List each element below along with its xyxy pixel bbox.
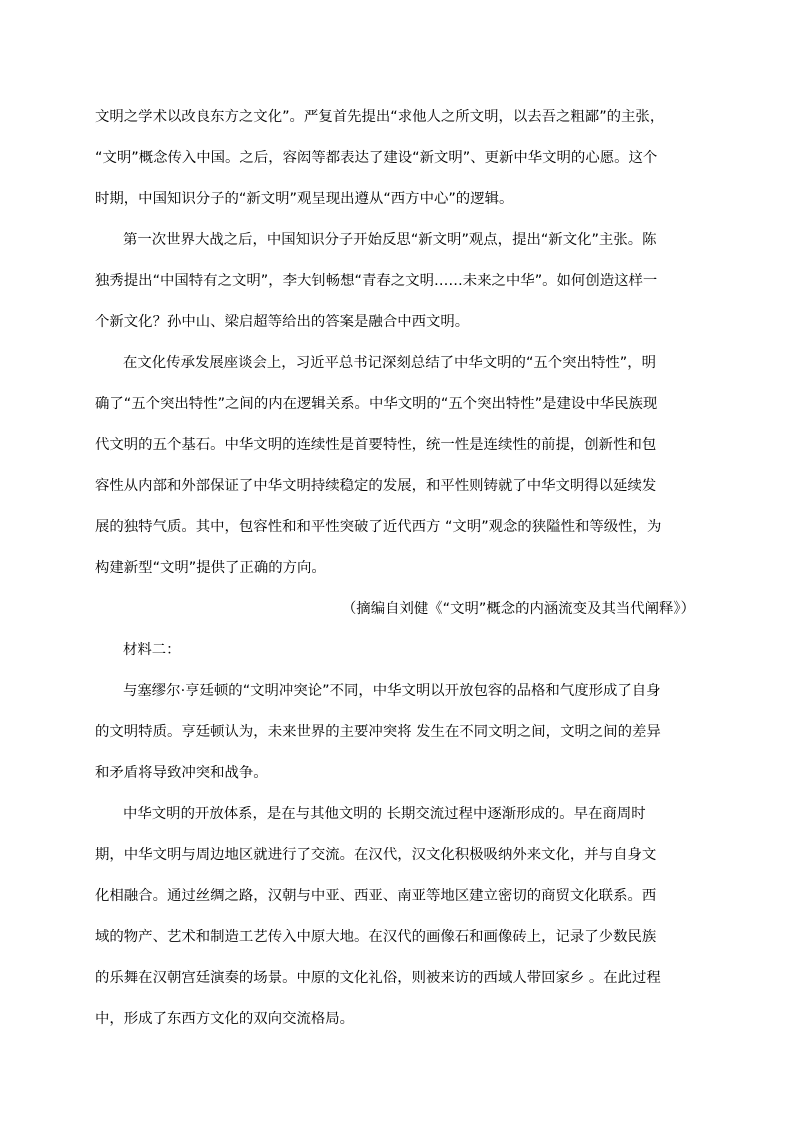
paragraph-line: 化相融合。通过丝绸之路，汉朝与中亚、西亚、南亚等地区建立密切的商贸文化联系。西 [95, 888, 657, 904]
paragraph-line: 构建新型“文明”提供了正确的方向。 [95, 560, 326, 576]
paragraph-line: “文明”概念传入中国。之后，容闳等都表达了建设“新文明”、更新中华文明的心愿。这个 [95, 150, 658, 166]
paragraph-line: 确了“五个突出特性”之间的内在逻辑关系。中华文明的“五个突出特性”是建设中华民族现 [95, 396, 658, 412]
paragraph-line: 第一次世界大战之后，中国知识分子开始反思“新文明”观点，提出“新文化”主张。陈 [123, 232, 657, 248]
paragraph-line: 独秀提出“中国特有之文明”，李大钊畅想“青春之文明……未来之中华”。如何创造这样一 [95, 273, 658, 289]
paragraph-line: 容性从内部和外部保证了中华文明持续稳定的发展，和平性则铸就了中华文明得以延续发 [95, 478, 657, 494]
paragraph-line: 的文明特质。亨廷顿认为，未来世界的主要冲突将 发生在不同文明之间，文明之间的差异 [95, 724, 661, 740]
paragraph-line: 代文明的五个基石。中华文明的连续性是首要特性，统一性是连续性的前提，创新性和包 [95, 437, 657, 453]
paragraph-line: 在文化传承发展座谈会上，习近平总书记深刻总结了中华文明的“五个突出特性”，明 [123, 355, 656, 371]
paragraph-line: 展的独特气质。其中，包容性和和平性突破了近代西方 “文明”观念的狭隘性和等级性，为 [95, 519, 662, 535]
paragraph-line: 中，形成了东西方文化的双向交流格局。 [95, 1011, 355, 1027]
paragraph-line: 时期，中国知识分子的“新文明”观呈现出遵从“西方中心”的逻辑。 [95, 191, 514, 207]
paragraph-line: 文明之学术以改良东方之文化”。严复首先提出“求他人之所文明，以去吾之粗鄙”的主张， [95, 109, 665, 125]
paragraph-line: 的乐舞在汉朝宫廷演奏的场景。中原的文化礼俗，则被来访的西域人带回家乡 。在此过程 [95, 970, 661, 986]
paragraph-line: 域的物产、艺术和制造工艺传入中原大地。在汉代的画像石和画像砖上，记录了少数民族 [95, 929, 657, 945]
source-citation: （摘编自刘健《“文明”概念的内涵流变及其当代阐释》） [341, 601, 695, 617]
paragraph-line: 期，中华文明与周边地区就进行了交流。在汉代，汉文化积极吸纳外来文化，并与自身文 [95, 847, 657, 863]
paragraph-line: 中华文明的开放体系，是在与其他文明的 长期交流过程中逐渐形成的。早在商周时 [123, 806, 646, 822]
paragraph-line: 个新文化？孙中山、梁启超等给出的答案是融合中西文明。 [95, 314, 470, 330]
paragraph-line: 与塞缪尔·亨廷顿的“文明冲突论”不同，中华文明以开放包容的品格和气度形成了自身 [123, 683, 661, 699]
section-heading: 材料二： [123, 642, 181, 658]
paragraph-line: 和矛盾将导致冲突和战争。 [95, 765, 268, 781]
